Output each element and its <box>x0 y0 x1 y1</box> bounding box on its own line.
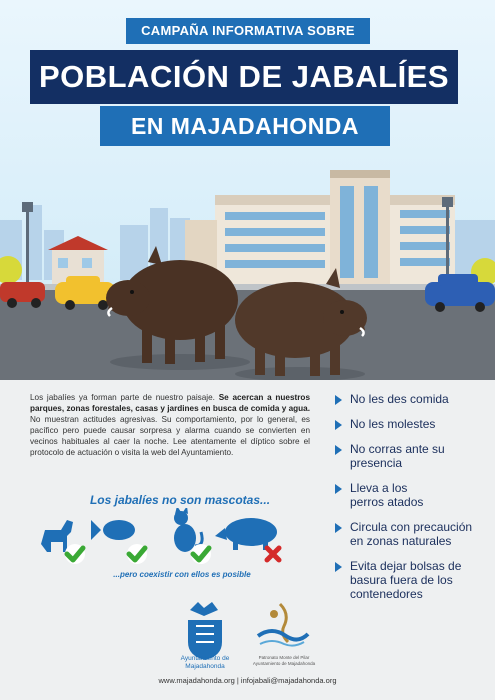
intro-text: Los jabalíes ya forman parte de nuestro paisaje. <box>30 393 215 402</box>
campaign-label: CAMPAÑA INFORMATIVA SOBRE <box>126 18 370 44</box>
advice-text: Lleva a los perros atados <box>350 481 424 509</box>
advice-item <box>335 559 485 601</box>
advice-text: No corras ante su presencia <box>350 442 445 470</box>
page-title: POBLACIÓN DE JABALÍES <box>30 50 458 104</box>
arrow-icon <box>335 484 342 494</box>
advice-text: No les des comida <box>350 392 449 406</box>
advice-item <box>335 442 485 470</box>
arrow-icon <box>335 523 342 533</box>
check-icon <box>191 544 211 564</box>
arrow-icon <box>335 420 342 430</box>
cross-icon <box>267 548 279 560</box>
advice-item <box>335 417 485 431</box>
advice-item <box>335 481 485 509</box>
arrow-icon <box>335 445 342 455</box>
page-subtitle: EN MAJADAHONDA <box>100 106 390 146</box>
advice-item <box>335 520 485 548</box>
mascotas-title: Los jabalíes no son mascotas... <box>89 493 271 507</box>
patronato-name: Patronato Monte del Pilar Ayuntamiento de Majadahonda <box>252 655 316 666</box>
advice-list <box>335 392 485 612</box>
mascotas-subtitle: ...pero coexistir con ellos es posible <box>113 570 251 579</box>
advice-text: No les molestes <box>350 417 436 431</box>
footer-contact: www.majadahonda.org | infojabali@majadahonda.org <box>158 676 337 685</box>
fish-icon <box>91 520 135 540</box>
arrow-icon <box>335 562 342 572</box>
advice-text: Circula con precaución en zonas naturales <box>350 520 473 548</box>
animal-icons-row <box>35 508 295 570</box>
intro-bold-text: Se acercan a nuestros parques, zonas forestales, casas y jardines en busca de comida y agua. <box>30 393 310 413</box>
street-scene-illustration <box>0 150 495 382</box>
check-icon <box>127 544 147 564</box>
boar-icon <box>215 518 277 550</box>
advice-text: Evita dejar bolsas de basura fuera de los contenedores <box>350 559 462 601</box>
arrow-icon <box>335 395 342 405</box>
intro-rest-text: No muestran actitudes agresivas. Su comportamiento, por lo general, es pacífico pero puede causar sorpresa y alarma cuando se convierten en vecinos habituales al caer la noche. Lee atentamente el díptico sobre el protocolo de actuación o visita la web del Ayuntamiento. <box>30 415 310 457</box>
advice-item <box>335 392 485 406</box>
patronato-logo <box>250 600 312 654</box>
intro-paragraph <box>30 392 310 458</box>
check-icon <box>65 544 85 564</box>
ayuntamiento-name: Ayuntamiento de Majadahonda <box>180 655 230 670</box>
